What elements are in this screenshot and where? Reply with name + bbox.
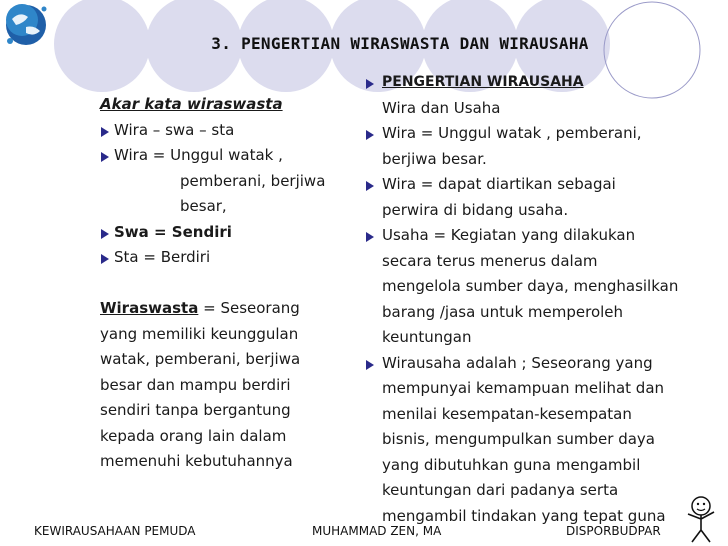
right-line-3: berjiwa besar. <box>382 149 487 168</box>
right-line-12: mempunyai kemampuan melihat dan <box>382 379 665 397</box>
left-bullet-1: Wira – swa – sta <box>100 118 360 144</box>
footer-right: DISPORBUDPAR <box>566 524 661 538</box>
footer-center: MUHAMMAD ZEN, MA <box>312 524 442 538</box>
right-column <box>364 70 694 529</box>
stick-figure-icon <box>680 494 722 544</box>
right-line-5: perwira di bidang usaha. <box>382 200 569 219</box>
left-bullet-2: Wira = Unggul watak , <box>100 143 360 169</box>
left-bullet-swa: Swa = Sendiri <box>100 220 360 246</box>
right-line-14: bisnis, mengumpulkan sumber daya <box>382 430 656 448</box>
right-bullet-wira-1: Wira = Unggul watak , pemberani, <box>364 121 694 147</box>
left-line-3: pemberani, berjiwa <box>180 171 326 190</box>
footer-left: KEWIRAUSAHAAN PEMUDA <box>34 524 196 538</box>
right-bullet-wira-2: Wira = dapat diartikan sebagai <box>364 172 694 198</box>
definition-text: = Seseorang yang memiliki keunggulan watak, pemberani, berjiwa besar dan mampu berdiri sendiri tanpa bergantung kepada orang lain dalam memenuhi kebutuhannya <box>100 299 301 470</box>
slide-title: 3. PENGERTIAN WIRASWASTA DAN WIRAUSAHA <box>211 34 589 53</box>
right-line-9: barang /jasa untuk memperoleh <box>382 302 624 321</box>
right-line-10: keuntungan <box>382 328 472 346</box>
right-heading: PENGERTIAN WIRAUSAHA <box>364 70 694 96</box>
right-line-1: Wira dan Usaha <box>382 98 501 117</box>
right-line-15: yang dibutuhkan guna mengambil <box>382 455 641 474</box>
right-bullet-wirausaha: Wirausaha adalah ; Seseorang yang <box>364 351 694 377</box>
left-bullet-sta: Sta = Berdiri <box>100 245 360 271</box>
right-bullet-usaha: Usaha = Kegiatan yang dilakukan <box>364 223 694 249</box>
left-line-4: besar, <box>180 197 227 215</box>
right-line-17: mengambil tindakan yang tepat guna <box>382 506 666 525</box>
right-line-16: keuntungan dari padanya serta <box>382 481 619 499</box>
definition-term: Wiraswasta <box>100 299 199 317</box>
right-line-7: secara terus menerus dalam <box>382 251 598 270</box>
right-line-8: mengelola sumber daya, menghasilkan <box>382 277 679 295</box>
right-line-13: menilai kesempatan-kesempatan <box>382 404 632 423</box>
left-column <box>100 92 360 475</box>
wiraswasta-definition <box>100 296 315 475</box>
left-heading: Akar kata wiraswasta <box>100 95 283 113</box>
